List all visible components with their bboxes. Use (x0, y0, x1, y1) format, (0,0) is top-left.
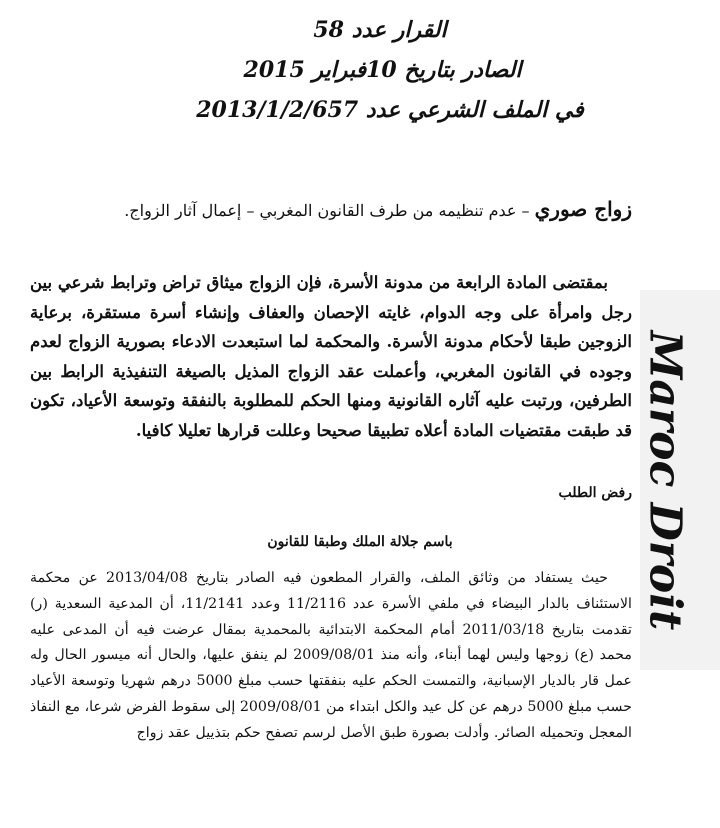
watermark (610, 300, 720, 660)
summary-paragraph: بمقتضى المادة الرابعة من مدونة الأسرة، فإن الزواج ميثاق تراض وترابط شرعي بين رجل وامرأة على وجه الدوام، غايته الإحصان والعفاف وإنشاء أسرة مستقرة، برعاية الزوجين طبقا لأحكام مدونة الأسرة. والمحكمة لما استبعدت الادعاء بصورية الزواج لعدم وجوده في القانون المغربي، وأعملت عقد الزواج المذيل بالصيغة التنفيذية الرابط بين الطرفين، ورتبت عليه آثاره القانونية ومنها الحكم للمطلوبة بالنفقة وتوسعة الأعياد، تكون قد طبقت مقتضيات المادة أعلاه تطبيقا صحيحا وعللت قرارها تعليلا كافيا. (30, 273, 632, 440)
watermark-text: Maroc Droit (639, 330, 691, 630)
decision-number: القرار عدد 58 (313, 17, 447, 43)
keywords-lead: زواج صوري (534, 197, 632, 221)
file-number: في الملف الشرعي عدد 2013/1/2/657 (196, 97, 584, 123)
decision-header (0, 10, 720, 130)
body-paragraph: حيث يستفاد من وثائق الملف، والقرار المطعون فيه الصادر بتاريخ 2013/04/08 عن محكمة الاستئناف بالدار البيضاء في ملفي الأسرة عدد 11/2116 وعدد 11/2141، أن المدعية السعدية (ر) تقدمت بتاريخ 2011/03/18 أمام المحكمة الابتدائية بالمحمدية بمقال عرضت فيه أن المدعى عليه محمد (ع) زوجها وليس لهما أبناء، وأنه منذ 2009/08/01 لم ينفق عليها، والحال أنه ميسور الحال وله عمل قار بالديار الإسبانية، والتمست الحكم عليه بنفقتها حسب مبلغ 5000 درهم شهريا وتوسعة الأعياد حسب مبلغ 5000 درهم عن كل عيد والكل ابتداء من 2009/08/01 إلى سقوط الفرض شرعا، مع النفاذ المعجل وتحميله الصائر. وأدلت بصورة طبق الأصل لرسم تصفح حكم بتذييل عقد زواج (30, 570, 632, 741)
keywords-paragraph (48, 190, 632, 230)
royal-motto: باسم جلالة الملك وطبقا للقانون (267, 534, 453, 550)
decision-date: الصادر بتاريخ 10فبراير 2015 (243, 57, 522, 83)
keywords-rest: – عدم تنظيمه من طرف القانون المغربي – إعمال آثار الزواج. (124, 201, 535, 220)
decision-outcome: رفض الطلب (558, 485, 632, 501)
